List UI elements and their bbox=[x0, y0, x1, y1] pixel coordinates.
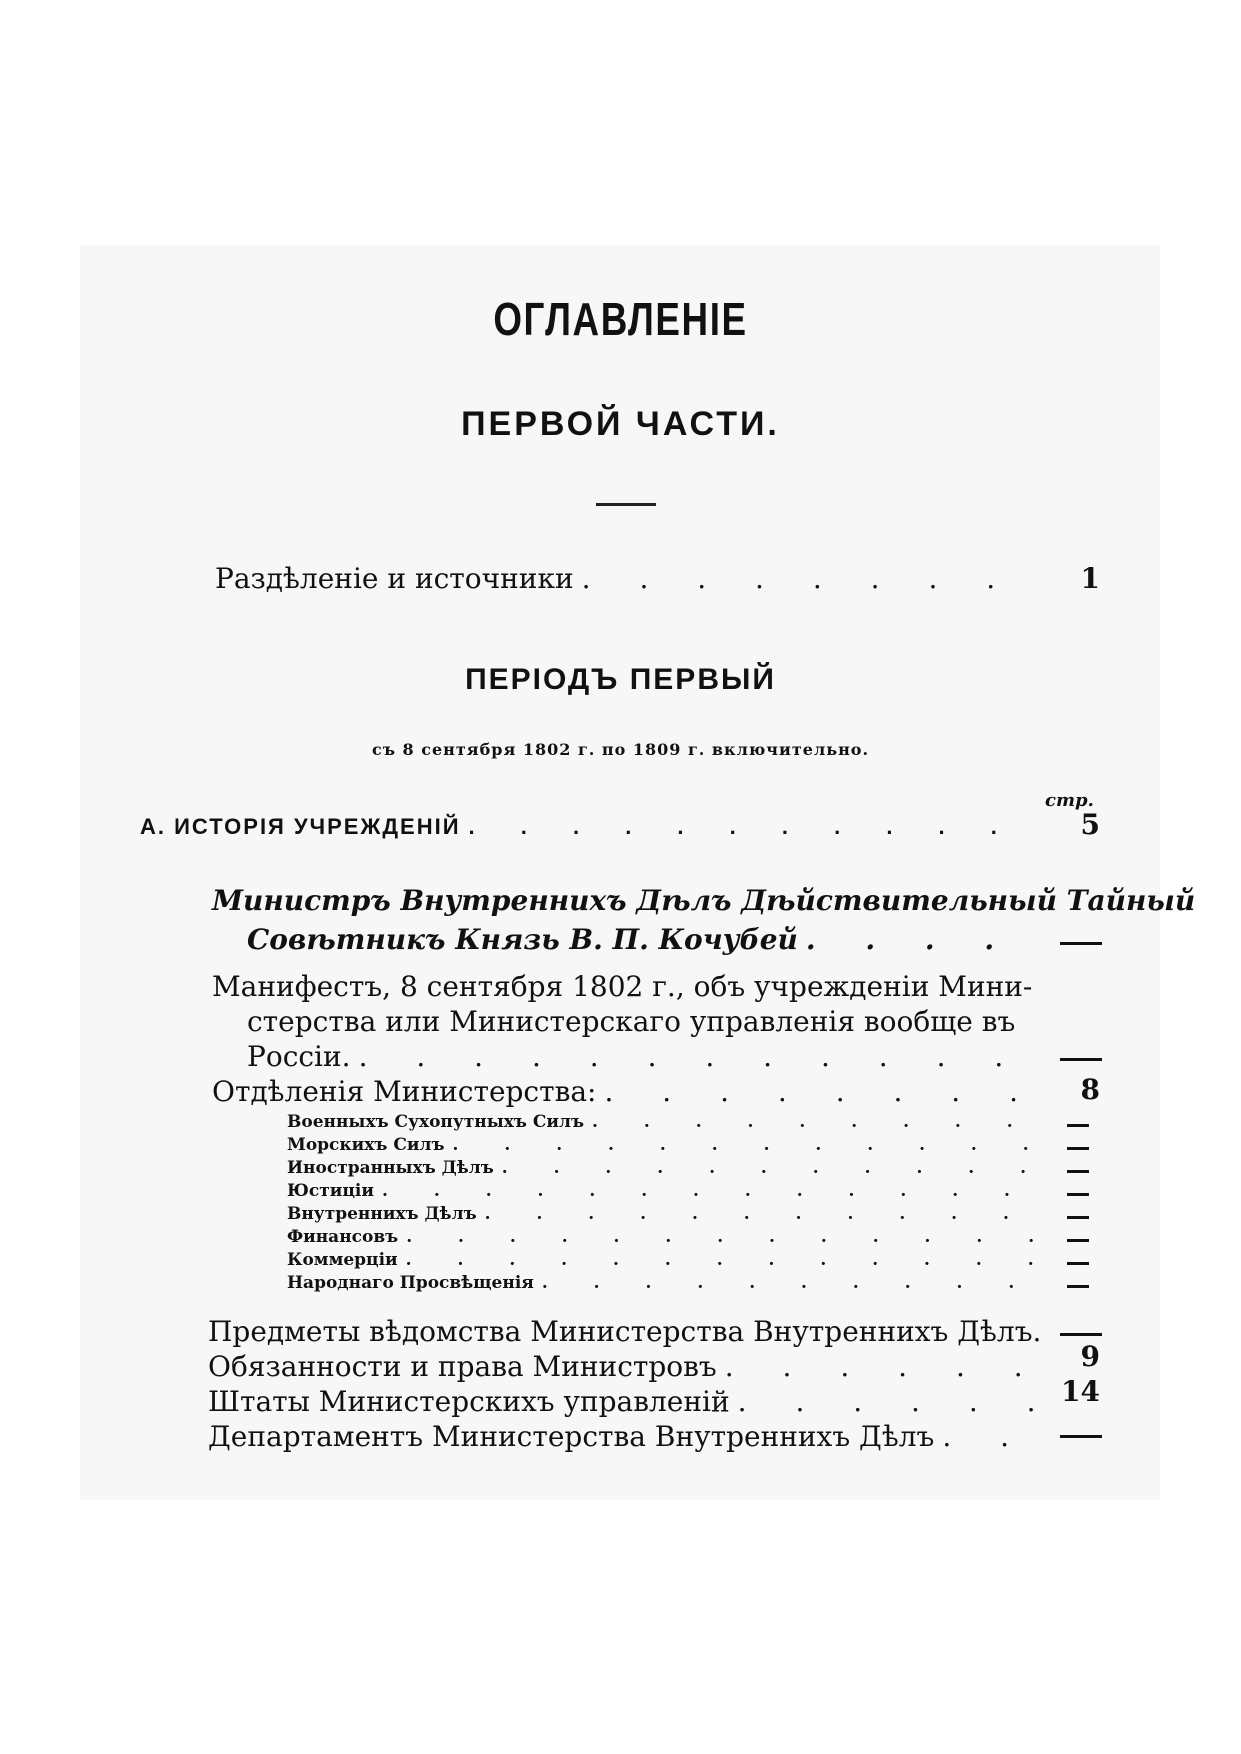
toc-entry-label: Отдѣленія Министерства: bbox=[212, 1075, 597, 1108]
toc-subentry-label: Коммерціи bbox=[287, 1250, 398, 1270]
toc-entry-label: Раздѣленіе и источники bbox=[215, 562, 574, 595]
leader-dots bbox=[592, 1112, 1037, 1132]
toc-entry-label: Россіи. bbox=[247, 1040, 351, 1073]
leader-dots bbox=[359, 1040, 1037, 1073]
toc-page-dash bbox=[1067, 1147, 1089, 1150]
leader-dots bbox=[453, 1135, 1037, 1155]
toc-entry-label: Обязанности и права Министровъ bbox=[208, 1350, 717, 1383]
toc-entry-label: Штаты Министерскихъ управленій bbox=[208, 1385, 730, 1418]
toc-page-dash bbox=[1067, 1239, 1089, 1242]
toc-page-dash bbox=[1060, 1333, 1102, 1336]
toc-page-dash bbox=[1060, 1435, 1102, 1438]
leader-dots bbox=[469, 814, 1035, 840]
toc-entry-minister[interactable] bbox=[247, 923, 1037, 956]
leader-dots bbox=[485, 1204, 1037, 1224]
page-title: ОГЛАВЛЕНІЕ bbox=[493, 293, 748, 345]
toc-entry[interactable] bbox=[208, 1315, 1042, 1348]
toc-subentry-label: Внутреннихъ Дѣлъ bbox=[287, 1204, 477, 1224]
toc-entry-minister-line1[interactable]: Министръ Внутреннихъ Дѣлъ Дѣйствительный Тайный bbox=[212, 884, 1196, 917]
leader-dots bbox=[406, 1250, 1037, 1270]
toc-section-a[interactable] bbox=[140, 814, 1035, 840]
toc-subentry[interactable] bbox=[287, 1273, 1037, 1293]
toc-page-dash bbox=[1067, 1193, 1089, 1196]
toc-subentry-label: Народнаго Просвѣщенія bbox=[287, 1273, 534, 1293]
toc-entry[interactable] bbox=[208, 1420, 1038, 1453]
toc-page-dash bbox=[1060, 942, 1102, 945]
toc-subentry[interactable] bbox=[287, 1181, 1037, 1201]
toc-subentry[interactable] bbox=[287, 1158, 1037, 1178]
leader-dots bbox=[725, 1350, 1038, 1383]
leader-dots bbox=[605, 1075, 1038, 1108]
toc-subentry-label: Военныхъ Сухопутныхъ Силъ bbox=[287, 1112, 585, 1132]
toc-subentry[interactable] bbox=[287, 1227, 1037, 1247]
period-title: ПЕРІОДЪ ПЕРВЫЙ bbox=[465, 663, 776, 696]
toc-entry-intro[interactable] bbox=[215, 562, 1045, 595]
toc-subentry-label: Иностранныхъ Дѣлъ bbox=[287, 1158, 494, 1178]
leader-dots bbox=[382, 1181, 1037, 1201]
leader-dots bbox=[942, 1420, 1038, 1453]
leader-dots bbox=[738, 1385, 1038, 1418]
page-column-label: стр. bbox=[1045, 790, 1094, 811]
toc-subentry[interactable] bbox=[287, 1204, 1037, 1224]
toc-subentry[interactable] bbox=[287, 1112, 1037, 1132]
toc-entry-manifest-line1[interactable]: Манифестъ, 8 сентября 1802 г., объ учрежденіи Мини- bbox=[212, 970, 1033, 1003]
toc-entry-departments[interactable] bbox=[212, 1075, 1037, 1108]
toc-page-dash bbox=[1067, 1262, 1089, 1265]
leader-dots bbox=[406, 1227, 1037, 1247]
toc-subentry-label: Юстиціи bbox=[287, 1181, 375, 1201]
toc-subentry-label: Морскихъ Силъ bbox=[287, 1135, 445, 1155]
toc-entry-label: Департаментъ Министерства Внутреннихъ Дѣлъ bbox=[208, 1420, 935, 1453]
toc-entry-label: Совѣтникъ Князь В. П. Кочубей bbox=[247, 923, 798, 956]
toc-page-dash bbox=[1067, 1216, 1089, 1219]
page-subtitle: ПЕРВОЙ ЧАСТИ. bbox=[461, 405, 780, 443]
toc-entry-label: А. ИСТОРІЯ УЧРЕЖДЕНІЙ bbox=[140, 814, 461, 839]
toc-page-dash bbox=[1067, 1124, 1089, 1127]
toc-entry-label: Предметы вѣдомства Министерства Внутреннихъ Дѣлъ. bbox=[208, 1315, 1042, 1348]
title-rule bbox=[596, 503, 656, 506]
toc-subentry-label: Финансовъ bbox=[287, 1227, 399, 1247]
leader-dots bbox=[582, 562, 1045, 595]
toc-entry-manifest[interactable] bbox=[247, 1040, 1037, 1073]
leader-dots bbox=[542, 1273, 1037, 1293]
toc-page-number: 14 bbox=[1061, 1375, 1100, 1408]
toc-entry[interactable] bbox=[208, 1350, 1038, 1383]
toc-page-number: 8 bbox=[1080, 1073, 1100, 1106]
toc-page-dash bbox=[1060, 1058, 1102, 1061]
toc-subentry[interactable] bbox=[287, 1250, 1037, 1270]
toc-page-dash bbox=[1067, 1170, 1089, 1173]
period-dates: съ 8 сентября 1802 г. по 1809 г. включительно. bbox=[371, 740, 870, 759]
leader-dots bbox=[806, 923, 1037, 956]
toc-entry[interactable] bbox=[208, 1385, 1038, 1418]
toc-entry-manifest-line2: стерства или Министерскаго управленія вообще въ bbox=[247, 1005, 1016, 1038]
toc-page-number: 9 bbox=[1080, 1340, 1100, 1373]
leader-dots bbox=[502, 1158, 1037, 1178]
toc-subentry[interactable] bbox=[287, 1135, 1037, 1155]
toc-page-dash bbox=[1067, 1285, 1089, 1288]
toc-page-number: 5 bbox=[1080, 808, 1100, 841]
toc-page-number: 1 bbox=[1080, 562, 1100, 595]
